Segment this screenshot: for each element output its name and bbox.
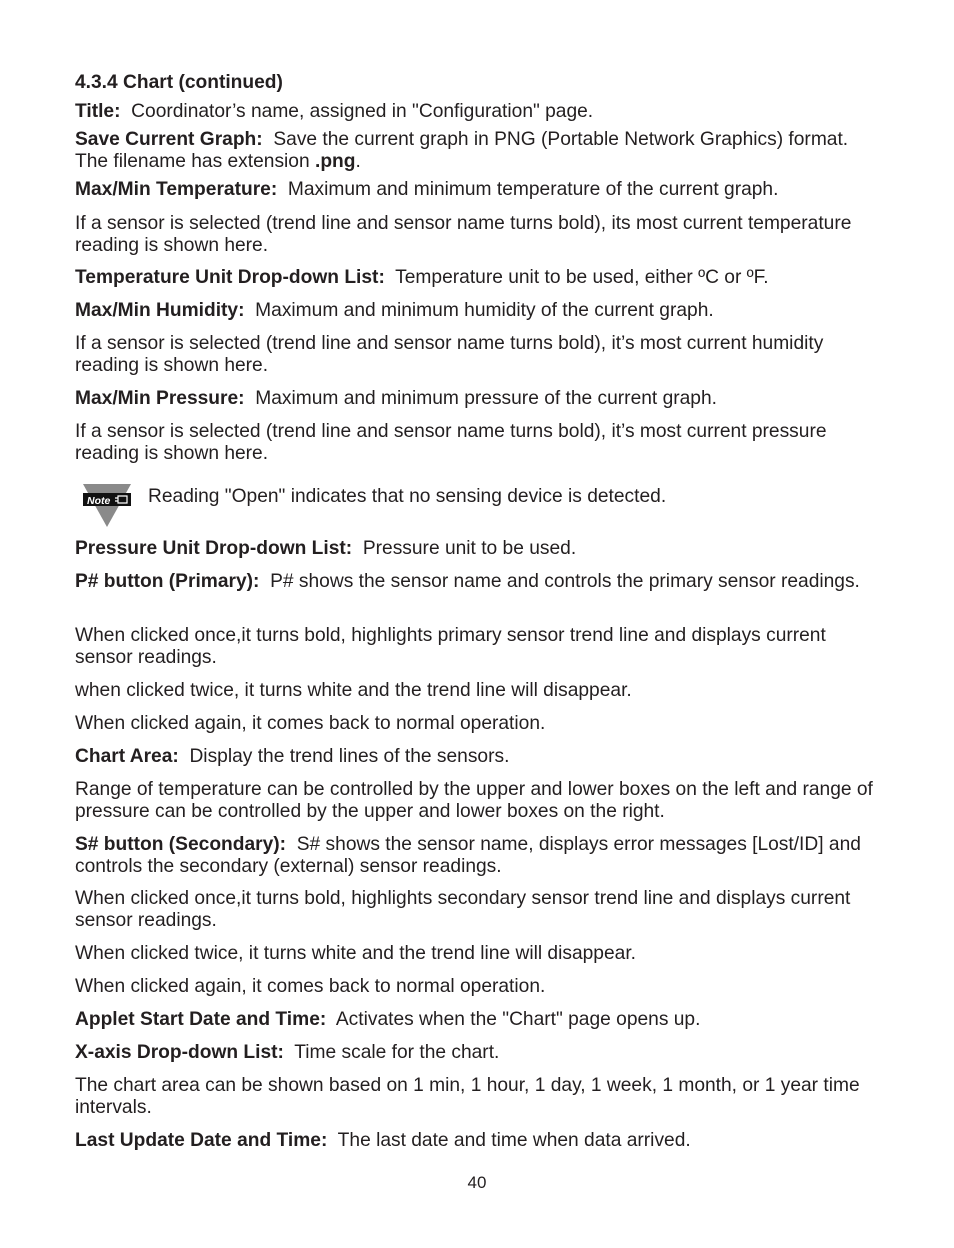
item-label: Max/Min Pressure: [75,388,245,409]
range-paragraph [75,779,880,822]
section-heading: 4.3.4 Chart (continued) [75,72,283,93]
item-text: Activates when the "Chart" page opens up. [335,1009,701,1030]
item-text: Save the current graph in PNG (Portable Network Graphics) format. The filename has extension [75,129,849,172]
max-min-humidity-item [75,300,880,322]
humidity-selected-paragraph [75,333,880,376]
item-label: Chart Area: [75,746,179,767]
item-label: Pressure Unit Drop-down List: [75,538,353,559]
item-text: If a sensor is selected (trend line and sensor name turns bold), it’s most current humidity reading is shown here. [75,333,824,376]
page-number: 40 [467,1173,487,1192]
chart-area-item [75,746,880,768]
temperature-selected-paragraph [75,213,880,256]
item-text: When clicked again, it comes back to normal operation. [75,713,546,734]
p-button-item [75,571,880,593]
item-text: Display the trend lines of the sensors. [189,746,510,767]
item-label: Applet Start Date and Time: [75,1009,327,1030]
item-label: S# button (Secondary): [75,834,287,855]
note-hand-icon [83,484,131,528]
item-text: S# shows the sensor name, displays error messages [Lost/ID] and controls the secondary (external) sensor readings. [75,834,861,877]
item-text: If a sensor is selected (trend line and sensor name turns bold), its most current temperature reading is shown here. [75,213,852,256]
s-clicked-once-paragraph [75,888,880,931]
applet-start-item [75,1009,880,1031]
item-label: Temperature Unit Drop-down List: [75,267,385,288]
item-text: when clicked twice, it turns white and the trend line will disappear. [75,680,632,701]
item-text: The last date and time when data arrived. [337,1130,691,1151]
item-text-end: . [355,150,361,172]
item-text: Temperature unit to be used, either ºC or ºF. [395,267,769,288]
item-label: Max/Min Humidity: [75,300,245,321]
item-label: Save Current Graph: [75,129,263,150]
note-icon-label: Note [87,495,111,507]
temperature-unit-item [75,267,880,289]
item-label: Max/Min Temperature: [75,179,278,200]
item-text: Pressure unit to be used. [362,538,577,559]
time-intervals-paragraph [75,1075,880,1118]
s-clicked-again-paragraph [75,976,880,998]
item-text: If a sensor is selected (trend line and sensor name turns bold), it’s most current pressure reading is shown here. [75,421,827,464]
item-text: Maximum and minimum temperature of the current graph. [287,179,779,200]
max-min-pressure-item [75,388,880,410]
item-text: When clicked twice, it turns white and the trend line will disappear. [75,943,636,964]
item-text: Range of temperature can be controlled by the upper and lower boxes on the left and range of pressure can be controlled by the upper and lower boxes on the right. [75,779,873,822]
x-axis-item [75,1042,880,1064]
title-item [75,101,880,123]
note-text: Reading "Open" indicates that no sensing device is detected. [148,486,667,507]
item-label: X-axis Drop-down List: [75,1042,284,1063]
item-text: When clicked again, it comes back to normal operation. [75,976,546,997]
max-min-temperature-item [75,179,880,201]
pressure-unit-item [75,538,880,560]
item-text: When clicked once,it turns bold, highlights primary sensor trend line and displays current sensor readings. [75,625,826,668]
s-clicked-twice-paragraph [75,943,880,965]
p-clicked-once-paragraph [75,625,880,668]
item-text: Coordinator’s name, assigned in "Configuration" page. [131,101,594,122]
item-label: P# button (Primary): [75,571,260,592]
item-text: P# shows the sensor name and controls the primary sensor readings. [270,571,860,592]
item-text: Maximum and minimum humidity of the current graph. [255,300,714,321]
item-text: Maximum and minimum pressure of the current graph. [255,388,717,409]
p-clicked-twice-paragraph [75,680,880,702]
item-label: Last Update Date and Time: [75,1130,328,1151]
png-extension: .png [314,150,356,172]
item-label: Title: [75,101,121,122]
p-clicked-again-paragraph [75,713,880,735]
item-text: The chart area can be shown based on 1 min, 1 hour, 1 day, 1 week, 1 month, or 1 year time intervals. [75,1075,860,1118]
last-update-item [75,1130,880,1152]
item-text: When clicked once,it turns bold, highlights secondary sensor trend line and displays current sensor readings. [75,888,851,931]
save-current-graph-item [75,129,880,172]
s-button-item [75,834,880,877]
pressure-selected-paragraph [75,421,880,464]
item-text: Time scale for the chart. [294,1042,500,1063]
